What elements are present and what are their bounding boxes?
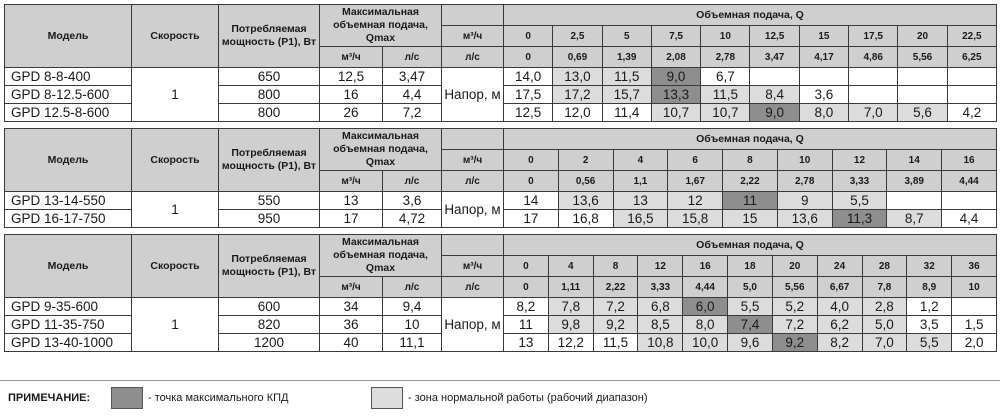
flow-value-ls: 6,67: [817, 277, 862, 298]
speed-value: 1: [132, 298, 219, 352]
head-value: 5,5: [907, 334, 952, 352]
flow-value-m3h: 22,5: [947, 26, 996, 47]
head-value: 7,0: [849, 104, 898, 122]
qmax-unit-ls: л/с: [383, 277, 442, 298]
head-value: [849, 68, 898, 86]
qmax-ls-value: 9,4: [383, 298, 442, 316]
column-header-model: Модель: [5, 129, 132, 192]
speed-value: 1: [132, 192, 219, 228]
model-name: GPD 8-8-400: [5, 68, 132, 86]
divider: [0, 380, 1000, 381]
qmax-unit-m3h: м³/ч: [320, 277, 383, 298]
flow-value-ls: 1,67: [668, 171, 723, 192]
flow-value-m3h: 0: [504, 150, 559, 171]
head-value: [898, 68, 947, 86]
flow-value-m3h: 10: [701, 26, 750, 47]
head-value: 7,2: [593, 298, 638, 316]
max-efficiency-swatch: [111, 387, 143, 409]
flow-value-m3h: 24: [817, 256, 862, 277]
flow-value-ls: 2,22: [723, 171, 778, 192]
column-header-speed: Скорость: [132, 235, 219, 298]
flow-value-ls: 3,47: [750, 47, 799, 68]
head-value: 13: [613, 192, 668, 210]
head-value: 16,5: [613, 210, 668, 228]
qmax-ls-value: 4,72: [383, 210, 442, 228]
head-value: 2,0: [952, 334, 997, 352]
flow-value-ls: 2,08: [651, 47, 700, 68]
qmax-ls-value: 3,6: [383, 192, 442, 210]
head-value: 7,4: [728, 316, 773, 334]
head-value: 4,4: [942, 210, 997, 228]
head-value: 15,8: [668, 210, 723, 228]
power-value: 1200: [219, 334, 320, 352]
head-value: 5,0: [862, 316, 907, 334]
head-value: 1,5: [952, 316, 997, 334]
flow-value-m3h: 16: [683, 256, 728, 277]
qmax-m3h-value: 17: [320, 210, 383, 228]
head-value: 15: [723, 210, 778, 228]
flow-value-m3h: 4: [613, 150, 668, 171]
flow-value-ls: 5,0: [728, 277, 773, 298]
flow-value-m3h: 17,5: [849, 26, 898, 47]
head-value: 4,0: [817, 298, 862, 316]
model-name: GPD 11-35-750: [5, 316, 132, 334]
qmax-unit-ls: л/с: [383, 47, 442, 68]
head-value: 5,5: [728, 298, 773, 316]
head-value: 9,0: [651, 68, 700, 86]
flow-value-ls: 4,17: [799, 47, 848, 68]
head-value: [750, 68, 799, 86]
flow-value-ls: 2,22: [593, 277, 638, 298]
column-header-qmax: Максимальная объемная подача, Qmax: [320, 235, 442, 277]
flow-value-ls: 0: [504, 171, 559, 192]
model-name: GPD 13-14-550: [5, 192, 132, 210]
head-value: 13,6: [558, 192, 613, 210]
flow-value-ls: 1,39: [602, 47, 651, 68]
power-value: 550: [219, 192, 320, 210]
head-value: 12,5: [504, 104, 553, 122]
header-empty-cell: [442, 235, 504, 256]
power-value: 800: [219, 104, 320, 122]
model-name: GPD 16-17-750: [5, 210, 132, 228]
flow-value-ls: 5,56: [772, 277, 817, 298]
column-header-model: Модель: [5, 235, 132, 298]
column-header-model: Модель: [5, 5, 132, 68]
flow-value-ls: 0,69: [553, 47, 602, 68]
flow-value-ls: 0: [504, 47, 553, 68]
flow-value-ls: 2,78: [701, 47, 750, 68]
flow-value-m3h: 18: [728, 256, 773, 277]
qmax-unit-m3h: м³/ч: [320, 47, 383, 68]
head-value: [898, 86, 947, 104]
column-header-qmax: Максимальная объемная подача, Qmax: [320, 129, 442, 171]
head-value: 5,6: [898, 104, 947, 122]
head-value: [952, 298, 997, 316]
qmax-m3h-value: 34: [320, 298, 383, 316]
power-value: 950: [219, 210, 320, 228]
head-value: 9,8: [548, 316, 593, 334]
flow-value-ls: 4,44: [683, 277, 728, 298]
head-value: 9,2: [593, 316, 638, 334]
flow-value-m3h: 2: [558, 150, 613, 171]
flow-value-ls: 6,25: [947, 47, 996, 68]
flow-value-ls: 4,44: [942, 171, 997, 192]
head-value: [849, 86, 898, 104]
header-empty-cell: [442, 5, 504, 26]
flow-value-m3h: 8: [723, 150, 778, 171]
pump-table: [4, 4, 997, 122]
flow-value-ls: 5,56: [898, 47, 947, 68]
pump-table: [4, 234, 997, 352]
flow-value-ls: 0,56: [558, 171, 613, 192]
head-value: 9: [777, 192, 832, 210]
head-value: 10,8: [638, 334, 683, 352]
head-value: 12: [668, 192, 723, 210]
flow-value-ls: 7,8: [862, 277, 907, 298]
flow-value-ls: 3,33: [638, 277, 683, 298]
flow-value-m3h: 12: [832, 150, 887, 171]
head-value: 9,2: [772, 334, 817, 352]
flow-value-m3h: 8: [593, 256, 638, 277]
head-value: 12,0: [553, 104, 602, 122]
head-value: 9,0: [750, 104, 799, 122]
flow-value-m3h: 16: [942, 150, 997, 171]
head-value: 10,7: [701, 104, 750, 122]
qmax-m3h-value: 40: [320, 334, 383, 352]
head-value: 10,0: [683, 334, 728, 352]
flow-value-m3h: 0: [504, 26, 553, 47]
column-header-flow: Объемная подача, Q: [504, 129, 997, 150]
head-value: [947, 86, 996, 104]
head-value: 5,5: [832, 192, 887, 210]
flow-value-m3h: 12,5: [750, 26, 799, 47]
flow-value-m3h: 20: [772, 256, 817, 277]
flow-value-m3h: 7,5: [651, 26, 700, 47]
qmax-m3h-value: 26: [320, 104, 383, 122]
head-value: 4,2: [947, 104, 996, 122]
head-value: 17,5: [504, 86, 553, 104]
head-value: 13,6: [777, 210, 832, 228]
table-row: [5, 192, 997, 210]
head-value: 11: [504, 316, 549, 334]
flow-value-m3h: 6: [668, 150, 723, 171]
qmax-m3h-value: 12,5: [320, 68, 383, 86]
head-value: 3,5: [907, 316, 952, 334]
flow-value-ls: 3,89: [887, 171, 942, 192]
note-title: ПРИМЕЧАНИЕ:: [8, 392, 91, 404]
max-efficiency-label: - точка максимального КПД: [148, 392, 289, 404]
head-value: 17: [504, 210, 559, 228]
head-value: 11,4: [602, 104, 651, 122]
qmax-ls-value: 4,4: [383, 86, 442, 104]
unit-m3h-label: м³/ч: [442, 256, 504, 277]
model-name: GPD 8-12.5-600: [5, 86, 132, 104]
flow-value-m3h: 28: [862, 256, 907, 277]
unit-m3h-label: м³/ч: [442, 26, 504, 47]
power-value: 800: [219, 86, 320, 104]
head-value: 11,5: [701, 86, 750, 104]
column-header-power: Потребляемая мощность (P1), Вт: [219, 5, 320, 68]
qmax-ls-value: 7,2: [383, 104, 442, 122]
head-value: 8,2: [504, 298, 549, 316]
flow-value-m3h: 0: [504, 256, 549, 277]
head-value: 12,2: [548, 334, 593, 352]
head-value: 8,0: [799, 104, 848, 122]
head-label: Напор, м: [442, 298, 504, 352]
flow-value-ls: 1,1: [613, 171, 668, 192]
table-row: [5, 298, 997, 316]
table-row: [5, 68, 997, 86]
unit-ls-label: л/с: [442, 47, 504, 68]
power-value: 600: [219, 298, 320, 316]
model-name: GPD 13-40-1000: [5, 334, 132, 352]
pump-table: [4, 128, 997, 228]
power-value: 650: [219, 68, 320, 86]
head-value: 6,7: [701, 68, 750, 86]
head-value: 7,0: [862, 334, 907, 352]
pump-tables: [4, 4, 996, 352]
head-value: 8,4: [750, 86, 799, 104]
head-value: 11,3: [832, 210, 887, 228]
unit-ls-label: л/с: [442, 171, 504, 192]
flow-value-m3h: 12: [638, 256, 683, 277]
head-value: [942, 192, 997, 210]
head-value: 6,2: [817, 316, 862, 334]
head-value: 7,2: [772, 316, 817, 334]
head-value: 15,7: [602, 86, 651, 104]
qmax-m3h-value: 13: [320, 192, 383, 210]
flow-value-m3h: 32: [907, 256, 952, 277]
qmax-ls-value: 3,47: [383, 68, 442, 86]
column-header-speed: Скорость: [132, 129, 219, 192]
flow-value-ls: 8,9: [907, 277, 952, 298]
flow-value-m3h: 20: [898, 26, 947, 47]
qmax-unit-m3h: м³/ч: [320, 171, 383, 192]
column-header-power: Потребляемая мощность (P1), Вт: [219, 235, 320, 298]
head-value: [947, 68, 996, 86]
head-value: 14: [504, 192, 559, 210]
head-value: 16,8: [558, 210, 613, 228]
head-value: 2,8: [862, 298, 907, 316]
model-name: GPD 12.5-8-600: [5, 104, 132, 122]
unit-ls-label: л/с: [442, 277, 504, 298]
normal-zone-swatch: [371, 387, 403, 409]
head-value: 13,0: [553, 68, 602, 86]
head-value: 11,5: [602, 68, 651, 86]
model-name: GPD 9-35-600: [5, 298, 132, 316]
header-empty-cell: [442, 129, 504, 150]
column-header-qmax: Максимальная объемная подача, Qmax: [320, 5, 442, 47]
head-value: 13,3: [651, 86, 700, 104]
power-value: 820: [219, 316, 320, 334]
flow-value-ls: 3,33: [832, 171, 887, 192]
head-value: 8,7: [887, 210, 942, 228]
qmax-ls-value: 10: [383, 316, 442, 334]
qmax-unit-ls: л/с: [383, 171, 442, 192]
head-value: 5,2: [772, 298, 817, 316]
head-value: 13: [504, 334, 549, 352]
head-label: Напор, м: [442, 192, 504, 228]
flow-value-ls: 0: [504, 277, 549, 298]
flow-value-m3h: 15: [799, 26, 848, 47]
head-value: 6,8: [638, 298, 683, 316]
qmax-m3h-value: 16: [320, 86, 383, 104]
flow-value-m3h: 4: [548, 256, 593, 277]
head-value: 14,0: [504, 68, 553, 86]
head-value: 7,8: [548, 298, 593, 316]
unit-m3h-label: м³/ч: [442, 150, 504, 171]
head-value: 9,6: [728, 334, 773, 352]
note-legend: [8, 387, 988, 409]
speed-value: 1: [132, 68, 219, 122]
flow-value-m3h: 14: [887, 150, 942, 171]
head-value: 11: [723, 192, 778, 210]
head-value: 11,5: [593, 334, 638, 352]
flow-value-m3h: 36: [952, 256, 997, 277]
flow-value-ls: 4,86: [849, 47, 898, 68]
head-value: 1,2: [907, 298, 952, 316]
normal-zone-label: - зона нормальной работы (рабочий диапазон): [408, 392, 648, 404]
flow-value-m3h: 10: [777, 150, 832, 171]
qmax-m3h-value: 36: [320, 316, 383, 334]
column-header-flow: Объемная подача, Q: [504, 5, 997, 26]
head-value: 17,2: [553, 86, 602, 104]
head-label: Напор, м: [442, 68, 504, 122]
head-value: 6,0: [683, 298, 728, 316]
flow-value-m3h: 5: [602, 26, 651, 47]
head-value: [887, 192, 942, 210]
flow-value-ls: 2,78: [777, 171, 832, 192]
head-value: 10,7: [651, 104, 700, 122]
column-header-flow: Объемная подача, Q: [504, 235, 997, 256]
head-value: 3,6: [799, 86, 848, 104]
flow-value-m3h: 2,5: [553, 26, 602, 47]
head-value: 8,5: [638, 316, 683, 334]
flow-value-ls: 10: [952, 277, 997, 298]
head-value: 8,0: [683, 316, 728, 334]
head-value: [799, 68, 848, 86]
head-value: 8,2: [817, 334, 862, 352]
column-header-power: Потребляемая мощность (P1), Вт: [219, 129, 320, 192]
column-header-speed: Скорость: [132, 5, 219, 68]
flow-value-ls: 1,11: [548, 277, 593, 298]
qmax-ls-value: 11,1: [383, 334, 442, 352]
